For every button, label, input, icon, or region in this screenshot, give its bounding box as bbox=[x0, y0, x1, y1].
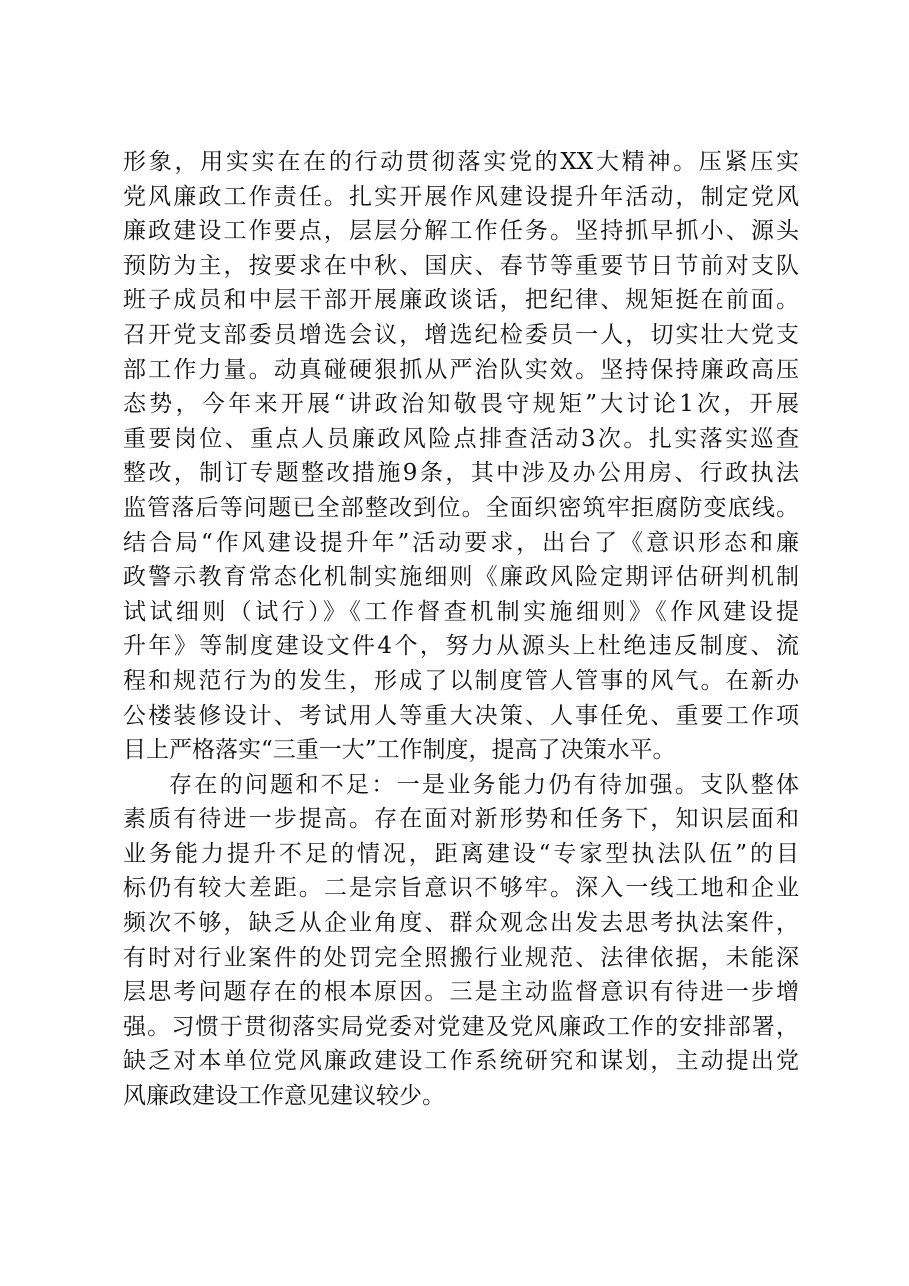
paragraph-line: 重要岗位、重点人员廉政风险点排查活动3次。扎实落实巡查 bbox=[123, 425, 799, 452]
paragraph-line: 预防为主，按要求在中秋、国庆、春节等重要节日节前对支队 bbox=[123, 252, 799, 279]
paragraph-line: 存在的问题和不足：一是业务能力仍有待加强。支队整体 bbox=[169, 771, 799, 798]
paragraph-line: 整改，制订专题整改措施9条，其中涉及办公用房、行政执法 bbox=[123, 460, 799, 487]
paragraph-line: 班子成员和中层干部开展廉政谈话，把纪律、规矩挺在前面。 bbox=[123, 287, 799, 314]
paragraph-line: 频次不够，缺乏从企业角度、群众观念出发去思考执法案件， bbox=[123, 910, 799, 937]
paragraph-line: 监管落后等问题已全部整改到位。全面织密筑牢拒腐防变底线。 bbox=[123, 494, 799, 521]
paragraph-line: 部工作力量。动真碰硬狠抓从严治队实效。坚持保持廉政高压 bbox=[123, 356, 799, 383]
paragraph-line: 程和规范行为的发生，形成了以制度管人管事的风气。在新办 bbox=[123, 667, 799, 694]
paragraph-line: 有时对行业案件的处罚完全照搬行业规范、法律依据，未能深 bbox=[123, 944, 799, 971]
paragraph-line: 公楼装修设计、考试用人等重大决策、人事任免、重要工作项 bbox=[123, 702, 799, 729]
paragraph-line: 形象，用实实在在的行动贯彻落实党的XX大精神。压紧压实 bbox=[123, 149, 799, 175]
paragraph-line: 政警示教育常态化机制实施细则《廉政风险定期评估研判机制 bbox=[123, 564, 799, 591]
paragraph-line: 党风廉政工作责任。扎实开展作风建设提升年活动，制定党风 bbox=[123, 183, 799, 210]
paragraph-line: 升年》等制度建设文件4个，努力从源头上杜绝违反制度、流 bbox=[123, 633, 799, 660]
paragraph-line: 试试细则（试行）》《工作督查机制实施细则》《作风建设提 bbox=[123, 598, 799, 625]
paragraph-line: 业务能力提升不足的情况，距离建设“专家型执法队伍”的目 bbox=[123, 840, 799, 867]
paragraph-line: 风廉政建设工作意见建议较少。 bbox=[123, 1083, 445, 1110]
paragraph-line: 层思考问题存在的根本原因。三是主动监督意识有待进一步增 bbox=[123, 979, 799, 1006]
paragraph-line: 标仍有较大差距。二是宗旨意识不够牢。深入一线工地和企业 bbox=[123, 875, 799, 902]
paragraph-work-responsibility bbox=[123, 145, 799, 768]
document-body bbox=[123, 145, 799, 1114]
paragraph-line: 态势，今年来开展“讲政治知敬畏守规矩”大讨论1次，开展 bbox=[123, 391, 799, 418]
paragraph-line: 素质有待进一步提高。存在面对新形势和任务下，知识层面和 bbox=[123, 806, 799, 833]
paragraph-problems bbox=[123, 768, 799, 1114]
paragraph-line: 廉政建设工作要点，层层分解工作任务。坚持抓早抓小、源头 bbox=[123, 218, 799, 245]
paragraph-line: 缺乏对本单位党风廉政建设工作系统研究和谋划，主动提出党 bbox=[123, 1048, 799, 1075]
paragraph-line: 强。习惯于贯彻落实局党委对党建及党风廉政工作的安排部署， bbox=[123, 1013, 799, 1040]
paragraph-line: 召开党支部委员增选会议，增选纪检委员一人，切实壮大党支 bbox=[123, 321, 799, 348]
paragraph-line: 结合局“作风建设提升年”活动要求，出台了《意识形态和廉 bbox=[123, 529, 799, 556]
paragraph-line: 目上严格落实“三重一大”工作制度，提高了决策水平。 bbox=[123, 737, 676, 764]
